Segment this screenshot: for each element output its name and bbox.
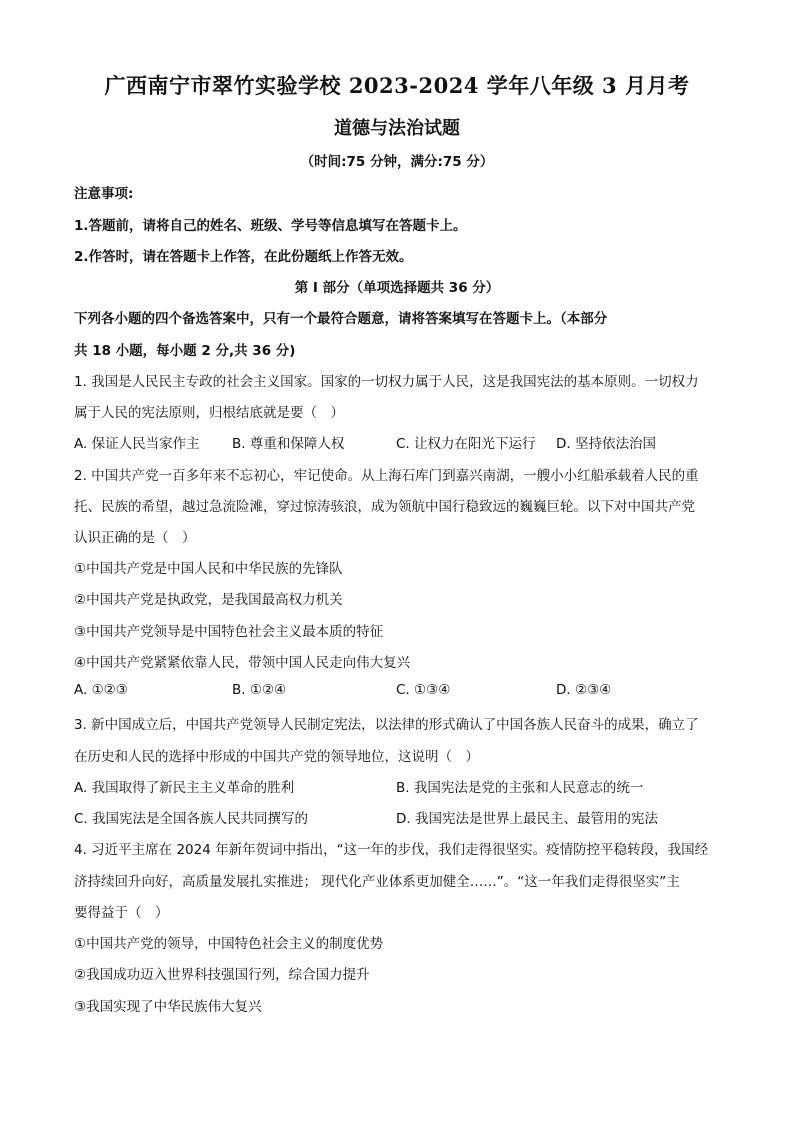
q1-option-d: D. 坚持依法治国	[556, 436, 656, 452]
q3-option-d: D. 我国宪法是世界上最民主、最管用的宪法	[396, 811, 658, 827]
q4-stem-line-3: 要得益于（ ）	[74, 905, 169, 921]
q2-statement-2: ②中国共产党是执政党，是我国最高权力机关	[74, 592, 343, 608]
q4-stem-line-1: 4. 习近平主席在 2024 年新年贺词中指出，“这一年的步伐，我们走得很坚实。疫情防控平稳转段，我国经	[74, 842, 709, 858]
notes-heading: 注意事项:	[74, 186, 134, 202]
q2-statement-4: ④中国共产党紧紧依靠人民，带领中国人民走向伟大复兴	[74, 655, 411, 671]
q3-option-b: B. 我国宪法是党的主张和人民意志的统一	[396, 780, 644, 796]
q2-stem-line-2: 托、民族的希望，越过急流险滩，穿过惊涛骇浪，成为领航中国行稳致远的巍巍巨轮。以下对中国共产党	[74, 499, 695, 515]
q2-stem-line-3: 认识正确的是（ ）	[74, 530, 196, 546]
q3-stem-line-1: 3. 新中国成立后，中国共产党领导人民制定宪法，以法律的形式确认了中国各族人民奋斗的成果，确立了	[74, 717, 699, 733]
exam-title: 广西南宁市翠竹实验学校 2023-2024 学年八年级 3 月月考	[104, 73, 690, 98]
q1-option-b: B. 尊重和保障人权	[232, 436, 345, 452]
q4-statement-1: ①中国共产党的领导，中国特色社会主义的制度优势	[74, 936, 384, 952]
q1-stem-line-2: 属于人民的宪法原则，归根结底就是要（ ）	[74, 405, 344, 421]
q4-stem-line-2: 济持续回升向好，高质量发展扎实推进； 现代化产业体系更加健全……”。“这一年我们走得很坚实”主	[74, 874, 680, 890]
section-instruction-line-2: 共 18 小题，每小题 2 分,共 36 分)	[74, 343, 296, 359]
q2-option-d: D. ②③④	[556, 682, 612, 698]
q2-statement-3: ③中国共产党领导是中国特色社会主义最本质的特征	[74, 624, 384, 640]
q4-statement-3: ③我国实现了中华民族伟大复兴	[74, 999, 262, 1015]
q2-stem-line-1: 2. 中国共产党一百多年来不忘初心，牢记使命。从上海石库门到嘉兴南湖，一艘小小红船承载着人民的重	[74, 468, 699, 484]
q2-option-b: B. ①②④	[232, 682, 287, 698]
exam-subject: 道德与法治试题	[334, 118, 460, 139]
q1-stem-line-1: 1. 我国是人民民主专政的社会主义国家。国家的一切权力属于人民，这是我国宪法的基本原则。一切权力	[74, 374, 699, 390]
section-instruction-line-1: 下列各小题的四个备选答案中，只有一个最符合题意，请将答案填写在答题卡上。（本部分	[74, 311, 608, 327]
q3-option-a: A. 我国取得了新民主主义革命的胜利	[74, 780, 295, 796]
q2-option-c: C. ①③④	[396, 682, 451, 698]
q2-option-a: A. ①②③	[74, 682, 128, 698]
notes-item-1: 1.答题前，请将自己的姓名、班级、学号等信息填写在答题卡上。	[74, 218, 467, 234]
q3-stem-line-2: 在历史和人民的选择中形成的中国共产党的领导地位，这说明（ ）	[74, 749, 479, 765]
q2-statement-1: ①中国共产党是中国人民和中华民族的先锋队	[74, 561, 343, 577]
section-title: 第 I 部分（单项选择题共 36 分）	[294, 280, 500, 296]
q1-option-c: C. 让权力在阳光下运行	[396, 436, 536, 452]
q1-option-a: A. 保证人民当家作主	[74, 436, 200, 452]
q3-option-c: C. 我国宪法是全国各族人民共同撰写的	[74, 811, 309, 827]
q4-statement-2: ②我国成功迈入世界科技强国行列，综合国力提升	[74, 967, 370, 983]
exam-time-score: （时间:75 分钟，满分:75 分）	[300, 154, 494, 170]
notes-item-2: 2.作答时，请在答题卡上作答，在此份题纸上作答无效。	[74, 249, 413, 265]
